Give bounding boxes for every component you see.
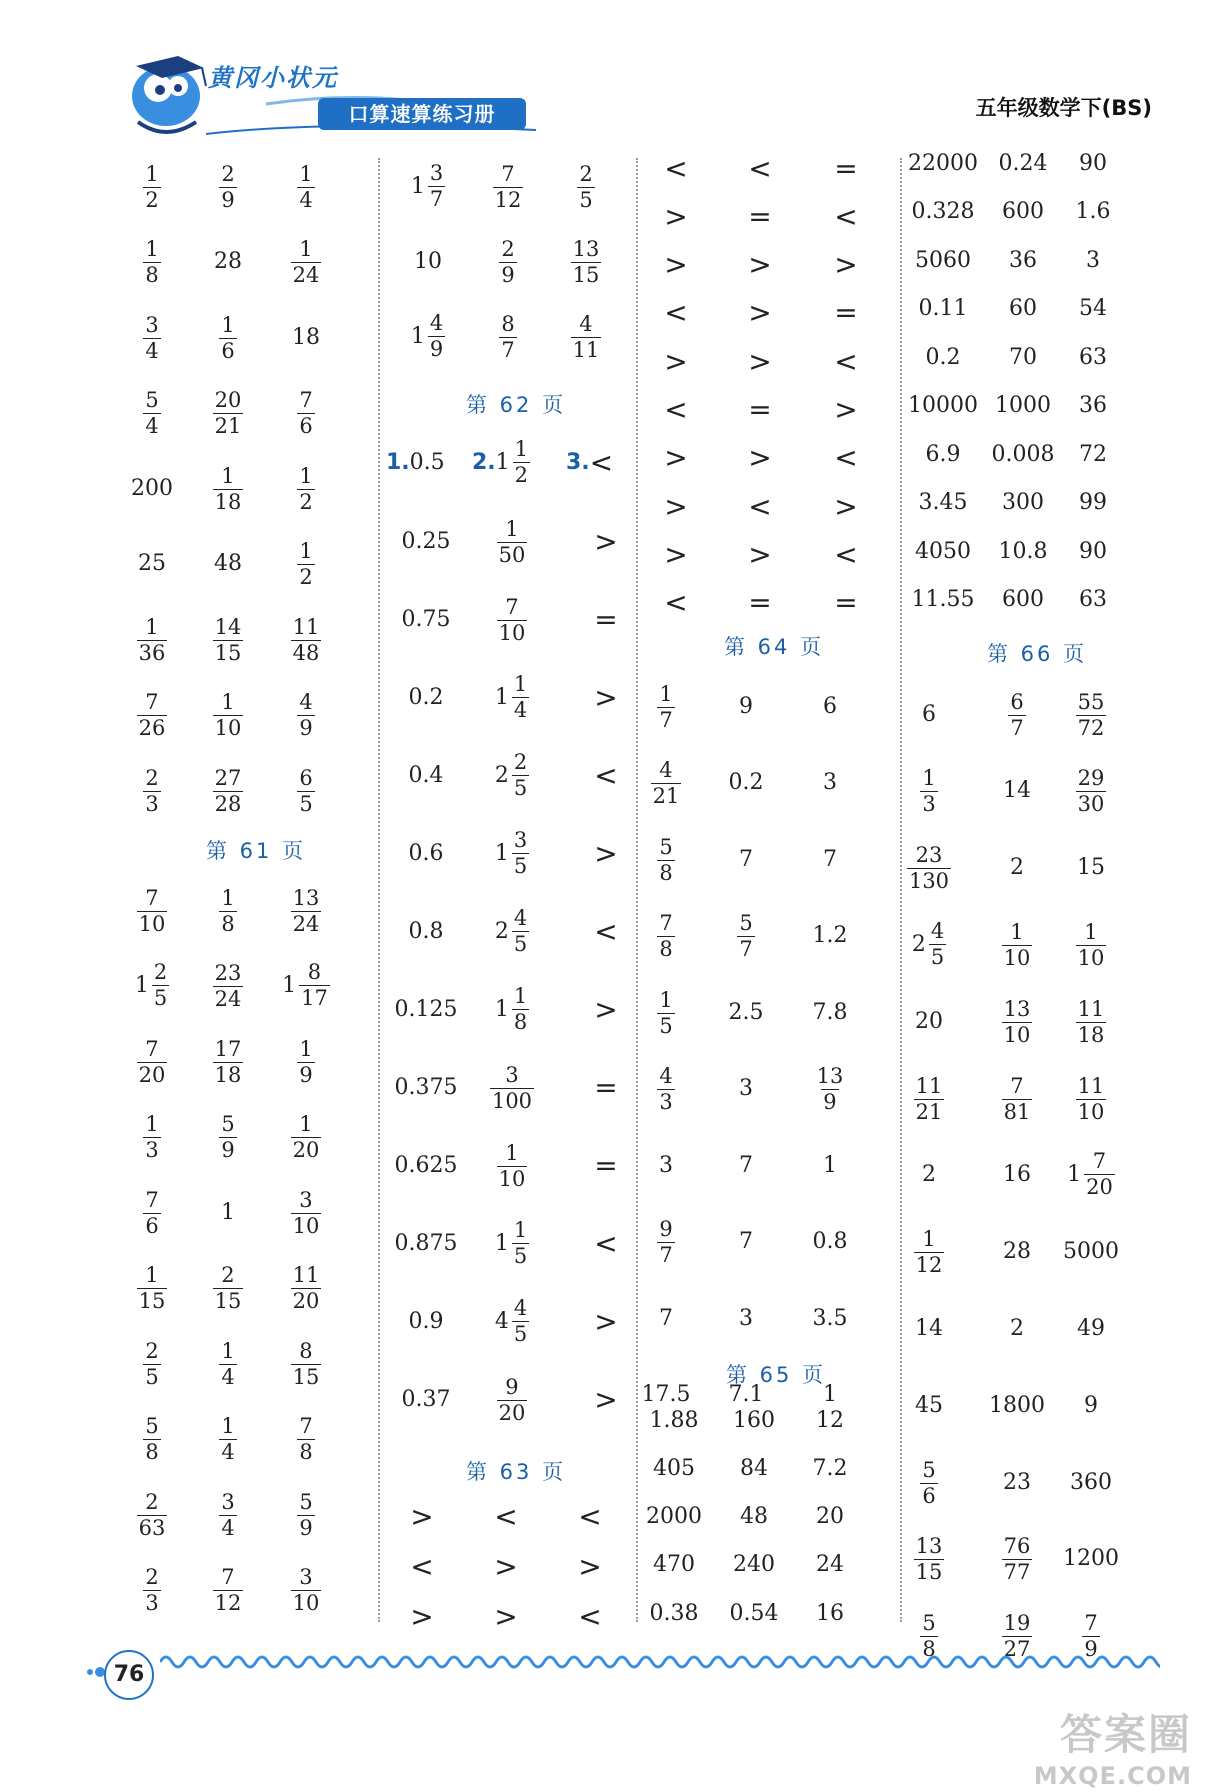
answer-cell: = <box>748 199 772 233</box>
answer-cell: $\frac{1}{6}$ <box>221 312 235 363</box>
answer-cell: 90 <box>1079 150 1107 176</box>
answer-cell: 7 <box>739 1152 753 1178</box>
answer-cell: 36 <box>1009 247 1037 273</box>
answer-cell: 9 <box>1084 1392 1098 1418</box>
answer-cell: 1 $\frac{1}{5}$ <box>494 1217 528 1268</box>
answer-cell: > <box>664 199 688 233</box>
answer-cell: 6 <box>823 693 837 719</box>
answer-cell: 600 <box>1002 587 1044 612</box>
answer-cell: 0.125 <box>394 996 458 1022</box>
answer-cell: $\frac{23}{24}$ <box>214 961 242 1011</box>
section-title: 第 65 页 <box>726 1363 827 1387</box>
answer-cell: $\frac{13}{9}$ <box>816 1064 844 1114</box>
answer-cell: 1 $\frac{8}{17}$ <box>282 960 328 1010</box>
question-number: 3. <box>566 449 590 475</box>
answer-cell: 63 <box>1079 344 1107 370</box>
answer-cell: $\frac{1}{3}$ <box>922 766 936 817</box>
answer-cell: $\frac{2}{5}$ <box>145 1338 159 1389</box>
answer-cell: $\frac{3}{10}$ <box>292 1565 320 1615</box>
answer-cell: 0.38 <box>649 1600 699 1626</box>
answer-cell: $\frac{20}{21}$ <box>214 388 242 438</box>
answer-cell: < <box>578 1499 602 1533</box>
answer-cell: 15 <box>1077 855 1105 881</box>
answer-cell: = <box>834 296 858 330</box>
answer-cell: = <box>748 393 772 426</box>
answer-cell: $\frac{5}{8}$ <box>659 834 673 885</box>
answer-cell: < <box>494 1499 518 1533</box>
answer-cell: 48 <box>740 1504 768 1530</box>
answer-cell: $\frac{6}{5}$ <box>299 765 313 816</box>
answer-cell: 4050 <box>915 538 971 564</box>
answer-cell: $\frac{1}{9}$ <box>299 1036 313 1087</box>
answer-cell: $\frac{1}{3}$ <box>145 1112 159 1162</box>
answer-cell: 90 <box>1079 538 1107 564</box>
answer-cell: $\frac{7}{12}$ <box>494 161 522 212</box>
answer-cell: $\frac{17}{18}$ <box>214 1036 242 1087</box>
answer-cell: $\frac{1}{10}$ <box>1003 919 1031 970</box>
answer-cell: 22000 <box>908 150 978 176</box>
column-divider-1 <box>378 158 380 1622</box>
answer-cell: $\frac{4}{9}$ <box>299 690 313 740</box>
answer-cell: $\frac{8}{7}$ <box>501 311 515 362</box>
answer-cell: $\frac{9}{7}$ <box>659 1217 673 1267</box>
answer-cell: > <box>748 344 772 378</box>
answer-cell: $\frac{5}{7}$ <box>739 911 753 961</box>
answer-cell: $\frac{7}{10}$ <box>138 885 166 936</box>
answer-cell: 7 <box>823 846 837 872</box>
answer-cell: $\frac{11}{20}$ <box>292 1263 320 1313</box>
answer-cell: 2000 <box>646 1504 702 1530</box>
answer-cell: 5000 <box>1063 1239 1119 1265</box>
answer-cell: $\frac{7}{6}$ <box>299 388 313 438</box>
answer-cell: $\frac{7}{8}$ <box>299 1414 313 1464</box>
brand-title: 黄冈小状元 <box>208 64 338 92</box>
answer-cell: 99 <box>1079 490 1107 515</box>
answer-cell: $\frac{5}{6}$ <box>922 1457 936 1508</box>
answer-cell: $\frac{1}{12}$ <box>915 1227 943 1278</box>
answer-cell: 14 <box>1003 778 1031 804</box>
answer-cell: $\frac{3}{100}$ <box>491 1062 533 1113</box>
answer-cell: $\frac{7}{12}$ <box>214 1565 242 1615</box>
answer-cell: 1 $\frac{7}{20}$ <box>1067 1149 1113 1200</box>
answer-cell: $\frac{5}{9}$ <box>221 1112 235 1162</box>
section-title: 第 64 页 <box>724 635 825 659</box>
answer-cell: $\frac{2}{3}$ <box>145 765 159 816</box>
answer-cell: 9 <box>739 693 753 719</box>
answer-cell: 1 $\frac{4}{9}$ <box>410 310 444 361</box>
answer-cell: 405 <box>653 1455 695 1481</box>
answer-cell: $\frac{19}{27}$ <box>1003 1611 1031 1662</box>
section-title: 第 66 页 <box>987 642 1088 666</box>
answer-cell: $\frac{11}{21}$ <box>915 1073 943 1124</box>
answer-cell: > <box>834 393 858 426</box>
answer-cell: < <box>834 537 858 571</box>
question-number: 2. <box>472 449 496 475</box>
answer-cell: 2 <box>1010 855 1024 881</box>
answer-cell: $\frac{1}{4}$ <box>221 1414 235 1464</box>
answer-cell: $\frac{7}{26}$ <box>138 690 166 740</box>
answer-cell: 0.008 <box>991 441 1055 467</box>
answer-cell: $\frac{1}{10}$ <box>1077 919 1105 970</box>
answer-cell: $\frac{13}{24}$ <box>292 885 320 936</box>
answer-cell: > <box>578 1549 602 1583</box>
answer-cell: > <box>664 441 688 475</box>
answer-cell: 0.328 <box>911 199 975 224</box>
answer-cell: 0.375 <box>394 1074 458 1100</box>
answer-cell: $\frac{2}{9}$ <box>501 236 515 287</box>
answer-cell: 1000 <box>995 393 1051 418</box>
answer-cell: > <box>748 441 772 475</box>
answer-cell: > <box>748 296 772 330</box>
answer-cell: $\frac{23}{130}$ <box>908 843 950 894</box>
answer-cell: > <box>594 524 618 558</box>
answer-cell: 2 $\frac{4}{5}$ <box>911 918 945 969</box>
answer-cell: $\frac{4}{3}$ <box>659 1064 673 1114</box>
answer-cell: < <box>664 296 688 330</box>
answer-cell: 14 <box>915 1315 943 1341</box>
section-title: 第 62 页 <box>466 393 567 417</box>
answer-cell: $\frac{9}{20}$ <box>498 1374 526 1425</box>
answer-cell: $\frac{7}{20}$ <box>138 1036 166 1087</box>
answer-cell: 1 $\frac{1}{8}$ <box>494 983 528 1034</box>
answer-cell: $\frac{76}{77}$ <box>1003 1534 1031 1585</box>
answer-cell: 17.5 <box>641 1382 691 1407</box>
answer-cell: 2 <box>1010 1315 1024 1341</box>
answer-cell: $\frac{55}{72}$ <box>1077 689 1105 740</box>
answer-cell: 7 <box>659 1305 673 1331</box>
answer-cell: 84 <box>740 1455 768 1481</box>
answer-cell: 11.55 <box>911 587 975 612</box>
answer-cell: 1 <box>823 1382 837 1407</box>
answer-cell: $\frac{7}{81}$ <box>1003 1073 1031 1124</box>
answer-cell: > <box>748 248 772 282</box>
section-title: 第 63 页 <box>466 1460 567 1484</box>
answer-cell: = <box>748 586 772 620</box>
answer-cell: $\frac{1}{50}$ <box>498 516 526 567</box>
answer-cell: 7.1 <box>728 1382 764 1407</box>
answer-cell: > <box>494 1549 518 1583</box>
answer-cell: < <box>748 151 772 185</box>
answer-cell: $\frac{4}{21}$ <box>652 758 680 808</box>
answer-cell: 18 <box>292 324 320 350</box>
answer-cell: $\frac{11}{18}$ <box>1077 996 1105 1047</box>
answer-cell: 3 <box>659 1152 673 1178</box>
answer-cell: $\frac{1}{18}$ <box>214 463 242 514</box>
answer-cell: 1.2 <box>812 923 848 948</box>
answer-cell: < <box>594 914 618 948</box>
answer-cell: 3.5 <box>812 1305 848 1331</box>
answer-cell: > <box>594 992 618 1026</box>
answer-cell: 1200 <box>1063 1546 1119 1572</box>
answer-cell: $\frac{29}{30}$ <box>1077 766 1105 817</box>
answer-cell: > <box>664 248 688 282</box>
answer-cell: < <box>834 199 858 233</box>
answer-cell: 10 <box>414 248 442 274</box>
answer-cell: 0.25 <box>401 528 451 554</box>
answer-cell: 72 <box>1079 441 1107 467</box>
answer-cell: < <box>594 758 618 792</box>
answer-cell: < <box>578 1599 602 1633</box>
answer-cell: 7.2 <box>812 1455 848 1481</box>
answer-cell: 25 <box>138 551 166 576</box>
answer-cell: 300 <box>1002 490 1044 515</box>
answer-cell: 2 <box>922 1162 936 1188</box>
answer-cell: < <box>834 344 858 378</box>
answer-cell: $\frac{1}{8}$ <box>221 885 235 936</box>
answer-cell: $\frac{1}{20}$ <box>292 1112 320 1162</box>
answer-cell: 0.625 <box>394 1152 458 1178</box>
answer-cell: 63 <box>1079 587 1107 612</box>
answer-cell: < <box>664 586 688 620</box>
answer-cell: 12 <box>816 1407 844 1433</box>
answer-cell: > <box>748 537 772 571</box>
answer-cell: 0.37 <box>401 1386 451 1412</box>
answer-cell: $\frac{2}{63}$ <box>138 1489 166 1540</box>
answer-cell: = <box>594 602 618 636</box>
answer-cell: 1.6 <box>1075 199 1111 224</box>
grade-label: 五年级数学下(BS) <box>975 96 1152 120</box>
answer-cell: $\frac{14}{15}$ <box>214 614 242 665</box>
question-number: 1. <box>386 449 410 475</box>
answer-cell: 28 <box>214 249 242 274</box>
answer-cell: > <box>664 537 688 571</box>
answer-cell: = <box>594 1148 618 1182</box>
answer-cell: > <box>594 1304 618 1338</box>
answer-cell: 1 <box>823 1152 837 1178</box>
answer-cell: $\frac{13}{10}$ <box>1003 996 1031 1047</box>
answer-cell: 0.875 <box>394 1230 458 1256</box>
answer-cell: < <box>664 393 688 426</box>
answer-cell: $\frac{1}{8}$ <box>145 237 159 287</box>
answer-cell: $\frac{27}{28}$ <box>214 765 242 816</box>
answer-cell: 36 <box>1079 393 1107 418</box>
answer-cell: 200 <box>131 475 173 501</box>
answer-cell: < <box>664 151 688 185</box>
answer-cell: $\frac{3}{10}$ <box>292 1187 320 1238</box>
answer-cell: $\frac{5}{9}$ <box>299 1489 313 1540</box>
answer-cell: $\frac{1}{7}$ <box>659 681 673 732</box>
answer-cell: 10000 <box>908 393 978 418</box>
answer-cell: 24 <box>816 1552 844 1578</box>
section-title: 第 61 页 <box>206 839 307 863</box>
answer-cell: $\frac{1}{36}$ <box>138 614 166 665</box>
answer-cell: 0.8 <box>812 1229 848 1254</box>
answer-cell: < <box>410 1549 434 1583</box>
answer-cell: < <box>834 441 858 475</box>
answer-cell: > <box>594 836 618 870</box>
answer-cell: 3 <box>739 1076 753 1101</box>
answer-cell: $\frac{3}{4}$ <box>145 312 159 363</box>
answer-cell: $\frac{7}{10}$ <box>498 594 526 645</box>
answer-cell: 6.9 <box>925 441 961 467</box>
answer-cell: 0.4 <box>408 762 444 788</box>
answer-cell: $\frac{1}{10}$ <box>214 690 242 740</box>
answer-cell: 240 <box>733 1552 775 1578</box>
answer-cell: 1.88 <box>649 1407 699 1433</box>
answer-cell: 1 <box>221 1199 235 1225</box>
answer-cell: > <box>494 1599 518 1633</box>
question-answer: 2. 1 $\frac{1}{2}$ <box>472 436 529 487</box>
answer-cell: $\frac{1}{2}$ <box>299 539 313 589</box>
answer-cell: $\frac{2}{9}$ <box>221 161 235 212</box>
answer-cell: = <box>594 1070 618 1104</box>
answer-cell: > <box>594 1382 618 1416</box>
answer-cell: 3 <box>739 1305 753 1331</box>
book-title-banner: 口算速算练习册 <box>318 98 526 130</box>
answer-cell: $\frac{11}{10}$ <box>1077 1073 1105 1124</box>
answer-cell: > <box>410 1599 434 1633</box>
question-answer: 1. 0.5 <box>386 449 445 475</box>
answer-cell: > <box>664 489 688 523</box>
answer-cell: 48 <box>214 551 242 576</box>
answer-cell: $\frac{2}{3}$ <box>145 1565 159 1615</box>
answer-cell: 16 <box>816 1600 844 1626</box>
answer-cell: 20 <box>915 1008 943 1034</box>
answer-cell: $\frac{5}{4}$ <box>145 388 159 438</box>
answer-cell: $\frac{1}{24}$ <box>292 237 320 287</box>
answer-cell: > <box>834 248 858 282</box>
answer-cell: $\frac{7}{9}$ <box>1084 1611 1098 1662</box>
answer-cell: = <box>834 586 858 620</box>
answer-cell: $\frac{2}{5}$ <box>579 161 593 212</box>
answer-cell: $\frac{11}{48}$ <box>292 614 320 665</box>
answer-cell: $\frac{2}{15}$ <box>214 1263 242 1313</box>
answer-cell: > <box>834 489 858 523</box>
answer-cell: $\frac{7}{6}$ <box>145 1187 159 1238</box>
answer-cell: $\frac{1}{10}$ <box>498 1140 526 1191</box>
answer-cell: 7.8 <box>812 999 848 1025</box>
answer-cell: 70 <box>1009 344 1037 370</box>
answer-cell: 49 <box>1077 1315 1105 1341</box>
answer-cell: > <box>410 1499 434 1533</box>
answer-cell: $\frac{3}{4}$ <box>221 1489 235 1540</box>
answer-cell: 3 <box>823 770 837 795</box>
footer-wave-decoration <box>160 1650 1160 1674</box>
answer-cell: 0.2 <box>408 684 444 710</box>
answer-cell: 0.11 <box>918 296 968 321</box>
answer-cell: 6 <box>922 701 936 727</box>
watermark-text: 答案圈 <box>1059 1710 1192 1759</box>
answer-cell: $\frac{4}{11}$ <box>572 311 600 362</box>
answer-cell: $\frac{6}{7}$ <box>1010 689 1024 740</box>
answer-cell: 0.54 <box>729 1600 779 1626</box>
answer-cell: 600 <box>1002 199 1044 224</box>
answer-cell: 3.45 <box>918 490 968 515</box>
answer-cell: 16 <box>1003 1162 1031 1188</box>
answer-cell: 7 <box>739 846 753 872</box>
answer-cell: $\frac{1}{4}$ <box>221 1338 235 1389</box>
page-number: 76 <box>104 1650 154 1700</box>
answer-cell: $\frac{1}{2}$ <box>145 161 159 212</box>
answer-cell: 3 <box>1086 247 1100 273</box>
answer-cell: 5060 <box>915 247 971 273</box>
watermark-url: MXQE.COM <box>1033 1762 1192 1790</box>
mascot-logo-icon <box>118 52 214 138</box>
answer-cell: 60 <box>1009 296 1037 321</box>
answer-cell: 1 $\frac{2}{5}$ <box>134 960 168 1010</box>
answer-cell: 2 $\frac{4}{5}$ <box>494 905 528 956</box>
answer-cell: 0.8 <box>408 918 444 944</box>
answer-cell: 23 <box>1003 1469 1031 1495</box>
answer-cell: 0.2 <box>925 344 961 370</box>
answer-cell: 28 <box>1003 1239 1031 1265</box>
answer-cell: 1 $\frac{3}{5}$ <box>494 827 528 878</box>
answer-cell: < <box>748 489 772 523</box>
answer-cell: 0.9 <box>408 1308 444 1334</box>
answer-cell: 0.2 <box>728 770 764 795</box>
answer-cell: 0.24 <box>998 150 1048 176</box>
answer-cell: 20 <box>816 1504 844 1530</box>
answer-cell: 160 <box>733 1407 775 1433</box>
answer-cell: $\frac{1}{2}$ <box>299 463 313 514</box>
answer-cell: $\frac{1}{5}$ <box>659 987 673 1038</box>
question-answer: 3. < <box>566 445 614 479</box>
answer-cell: 2 $\frac{2}{5}$ <box>494 749 528 800</box>
answer-cell: 1 $\frac{1}{4}$ <box>494 671 528 722</box>
watermark <box>992 1702 1192 1790</box>
answer-cell: 2.5 <box>728 999 764 1025</box>
answer-cell: 45 <box>915 1392 943 1418</box>
answer-cell: 0.6 <box>408 840 444 866</box>
answer-cell: $\frac{5}{8}$ <box>922 1611 936 1662</box>
answer-cell: 0.75 <box>401 606 451 632</box>
answer-cell: 1 $\frac{3}{7}$ <box>410 160 444 211</box>
page-dots-icon <box>86 1664 106 1680</box>
answer-cell: > <box>664 344 688 378</box>
answer-cell: 470 <box>653 1552 695 1578</box>
answer-cell: 1800 <box>989 1392 1045 1418</box>
answer-cell: 7 <box>739 1229 753 1254</box>
answer-cell: $\frac{13}{15}$ <box>915 1534 943 1585</box>
answer-cell: > <box>594 680 618 714</box>
answer-cell: < <box>594 1226 618 1260</box>
answer-cell: $\frac{1}{4}$ <box>299 161 313 212</box>
answer-cell: 54 <box>1079 296 1107 321</box>
answer-cell: 360 <box>1070 1469 1112 1495</box>
answer-cell: = <box>834 151 858 185</box>
answer-cell: 10.8 <box>998 538 1048 564</box>
answer-cell: 4 $\frac{4}{5}$ <box>494 1295 528 1346</box>
answer-cell: $\frac{8}{15}$ <box>292 1338 320 1389</box>
answer-cell: $\frac{5}{8}$ <box>145 1414 159 1464</box>
answer-cell: $\frac{13}{15}$ <box>572 236 600 287</box>
answer-cell: $\frac{7}{8}$ <box>659 911 673 961</box>
answer-cell: $\frac{1}{15}$ <box>138 1263 166 1313</box>
